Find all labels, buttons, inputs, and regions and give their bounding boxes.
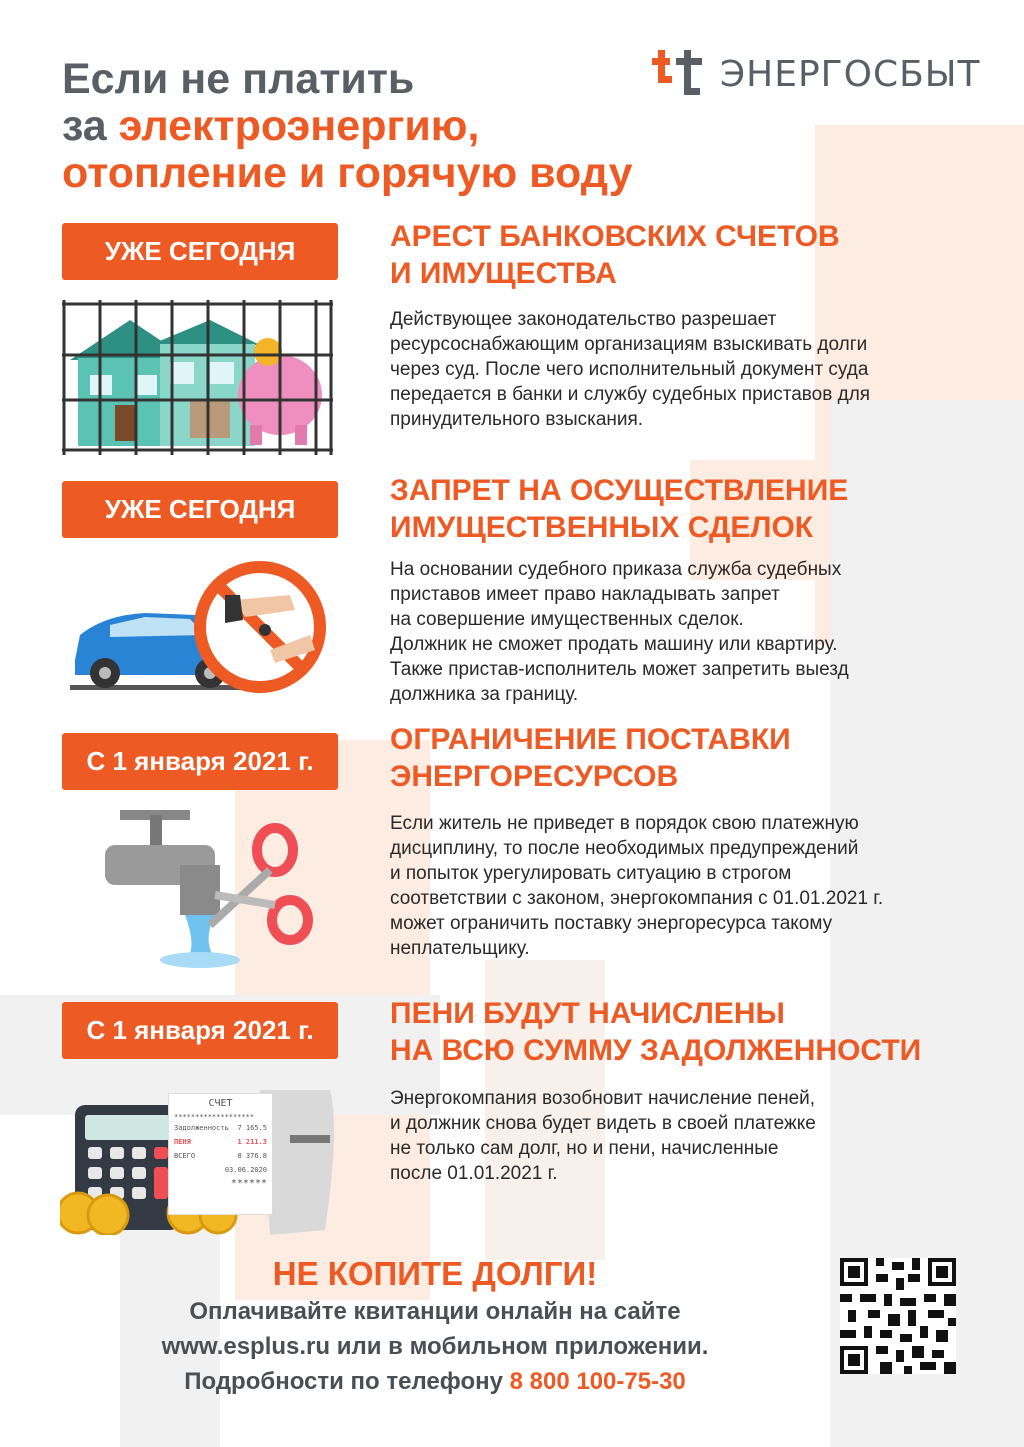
receipt — [168, 1093, 273, 1215]
title-line-2 — [62, 103, 633, 150]
section-4-text: Энергокомпания возобновит начисление пеней, и должник снова будет видеть в своей платежке не только сам долг, но и пени, начисленные после 01.01.2021 г. — [390, 1088, 816, 1184]
receipt-penalty-label: ПЕНЯ — [174, 1138, 191, 1146]
qr-code-icon — [840, 1258, 956, 1374]
receipt-date: 03.06.2020 — [224, 1166, 267, 1174]
calculator-bill-icon — [60, 1085, 340, 1235]
receipt-title: СЧЕТ — [208, 1098, 233, 1109]
section-3-heading: ОГРАНИЧЕНИЕ ПОСТАВКИ ЭНЕРГОРЕСУРСОВ — [390, 723, 791, 793]
brand-mark-icon — [652, 50, 708, 98]
footer-info — [60, 1294, 810, 1399]
section-1-heading: АРЕСТ БАНКОВСКИХ СЧЕТОВ И ИМУЩЕСТВА — [390, 220, 840, 290]
footer-line-2: www.esplus.ru или в мобильном приложении. — [161, 1333, 709, 1360]
section-3-badge: С 1 января 2021 г. — [62, 733, 338, 790]
receipt-debt-label: Задолженность — [174, 1124, 229, 1132]
footer-phone-label: Подробности по телефону — [184, 1368, 510, 1395]
section-1-text: Действующее законодательство разрешает ресурсоснабжающим организациям взыскивать долги через суд. После чего исполнительный документ суда передается в банки и службу судебных приставов для принудительного взыскания. — [390, 309, 871, 430]
section-1-badge: УЖЕ СЕГОДНЯ — [62, 223, 338, 280]
title-prefix: за — [62, 102, 119, 150]
brand-name: ЭНЕРГОСБЫТ — [720, 53, 981, 95]
section-2-badge: УЖЕ СЕГОДНЯ — [62, 481, 338, 538]
section-2-heading: ЗАПРЕТ НА ОСУЩЕСТВЛЕНИЕ ИМУЩЕСТВЕННЫХ СДЕЛОК — [390, 474, 849, 544]
tap-scissors-icon — [100, 805, 330, 975]
footer-line-1: Оплачивайте квитанции онлайн на сайте — [189, 1298, 681, 1325]
section-4-heading: ПЕНИ БУДУТ НАЧИСЛЕНЫ НА ВСЮ СУММУ ЗАДОЛЖЕННОСТИ — [390, 997, 922, 1067]
receipt-row-debt — [174, 1124, 267, 1132]
receipt-total-value: 8 376.8 — [237, 1152, 267, 1160]
section-2-text: На основании судебного приказа служба судебных приставов имеет право накладывать запрет на совершение имущественных сделок. Должник не сможет продать машину или квартиру. Также пристав-исполнитель может запретить выезд должника за границу. — [390, 559, 849, 705]
house-in-jail-icon — [60, 300, 335, 455]
title-highlight: электроэнергию, — [118, 102, 480, 150]
page-title — [62, 56, 633, 197]
title-line-1: Если не платить — [62, 55, 415, 103]
receipt-stars-bottom: ****** — [230, 1178, 267, 1189]
footer-line-3 — [60, 1364, 810, 1399]
brand-logo — [652, 50, 981, 98]
car-deal-forbidden-icon — [65, 555, 335, 695]
receipt-penalty-value: 1 211.3 — [237, 1138, 267, 1146]
footer-slogan: НЕ КОПИТЕ ДОЛГИ! — [272, 1255, 598, 1292]
receipt-debt-value: 7 165.5 — [237, 1124, 267, 1132]
receipt-row-penalty — [174, 1138, 267, 1146]
receipt-total-label: ВСЕГО — [174, 1152, 196, 1160]
section-3-text: Если житель не приведет в порядок свою платежную дисциплину, то после необходимых предупреждений и попыток урегулировать ситуацию в строгом соответствии с законом, энергокомпания с 01.01.2021 г. может ограничить поставку энергоресурса такому неплательщику. — [390, 813, 884, 959]
receipt-stars: ******************* — [174, 1113, 255, 1121]
section-4-badge: С 1 января 2021 г. — [62, 1002, 338, 1059]
footer-phone: 8 800 100-75-30 — [509, 1368, 686, 1395]
receipt-row-total — [174, 1152, 267, 1160]
title-line-3: отопление и горячую воду — [62, 149, 633, 197]
